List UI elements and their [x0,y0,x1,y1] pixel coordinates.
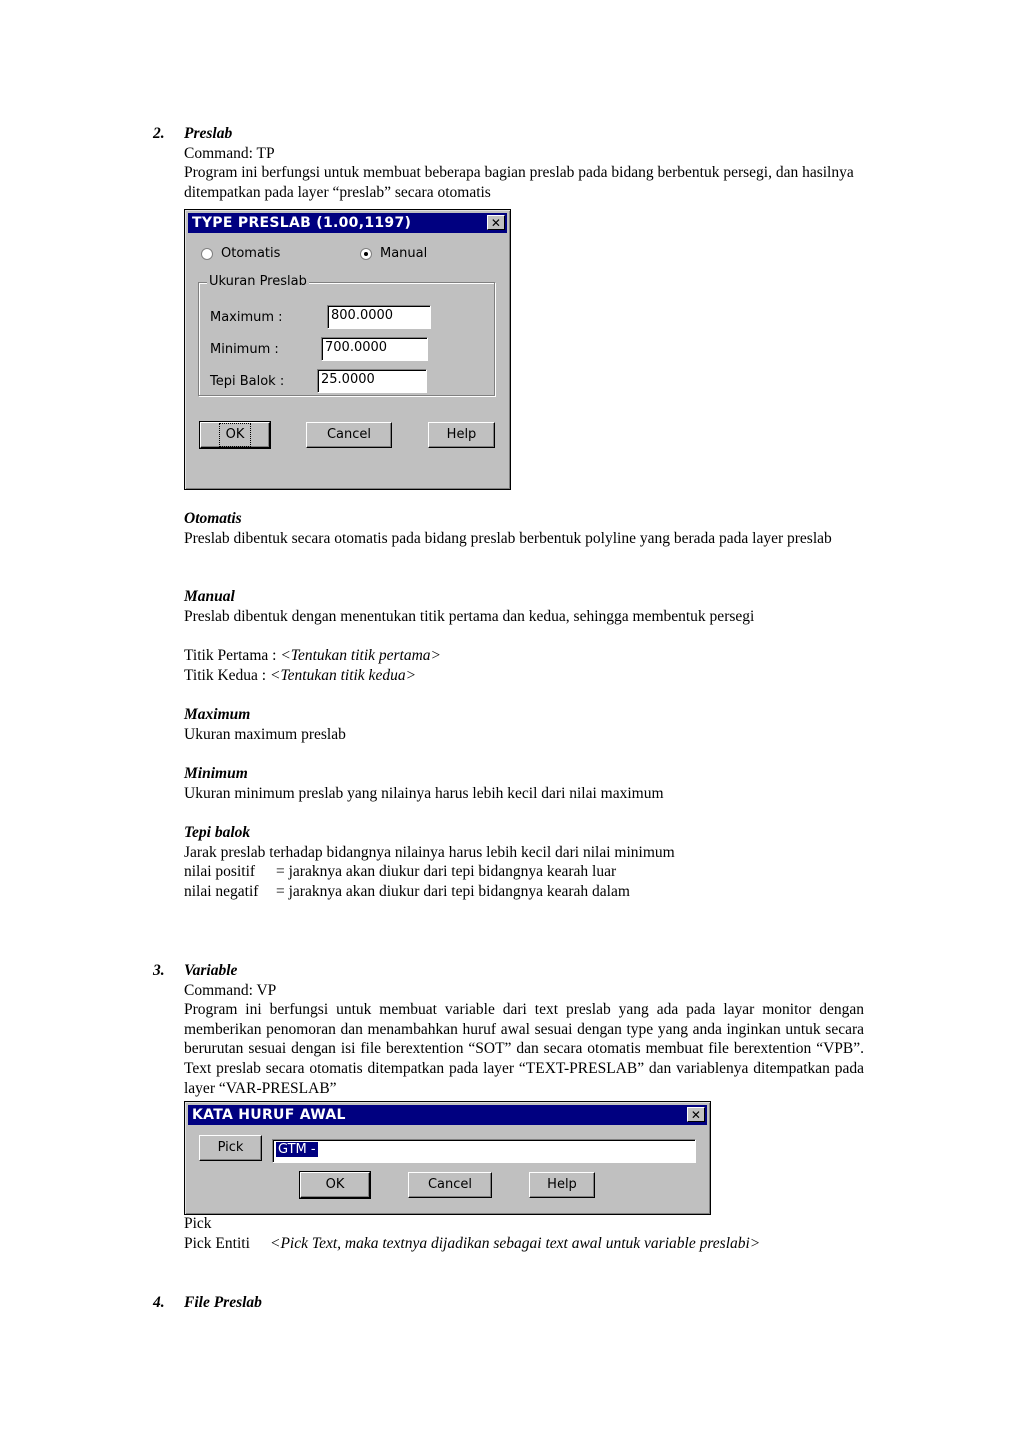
pick-entiti-prompt: <Pick Text, maka textnya dijadikan sebagai text awal untuk variable preslabi> [270,1234,761,1252]
manual-text: Preslab dibentuk dengan menentukan titik pertama dan kedua, sehingga membentuk persegi [184,607,755,625]
huruf-awal-value: GTM - [278,1142,316,1157]
dialog-titlebar [188,213,507,233]
minimum-text: Ukuran minimum preslab yang nilainya harus lebih kecil dari nilai maximum [184,784,664,802]
maximum-text: Ukuran maximum preslab [184,725,346,743]
section-4-body [184,1293,864,1313]
negatif-text: = jaraknya akan diukur dari tepi bidangnya kearah dalam [276,882,630,900]
titik-kedua-label: Titik Kedua : [184,666,270,684]
cancel-button[interactable]: Cancel [306,422,392,448]
negatif-label: nilai negatif [184,882,259,900]
section-3-body [184,961,864,1098]
dialog-titlebar [188,1105,707,1125]
radio-manual[interactable] [360,248,372,260]
section-4-number: 4. [153,1294,165,1311]
ok-button[interactable] [200,422,270,448]
section-2-number: 2. [153,125,165,142]
pick-label: Pick [184,1215,212,1232]
titik-pertama-prompt: <Tentukan titik pertama> [280,647,442,664]
dialog-title: TYPE PRESLAB (1.00,1197) [192,215,412,231]
section-3-number: 3. [153,962,165,979]
section-4-title: File Preslab [184,1294,262,1311]
minimum-input[interactable]: 700.0000 [321,337,428,361]
section-3-description: Program ini berfungsi untuk membuat variable dari text preslab yang ada pada layar monitor dengan memberikan penomoran dan menambahkan huruf awal sesuai dengan type yang anda inginkan untuk secara berurutan sesuai dengan isi file berextention “SOT” dan secara otomatis membuat file berextention “VPB”. Text preslab secara otomatis ditempatkan pada layer “TEXT-PRESLAB” dan variablenya ditempatkan pada layer “VAR-PRESLAB” [184,1001,864,1097]
section-2-body [184,124,864,202]
maximum-label: Maximum : [210,310,283,325]
tepi-text: Jarak preslab terhadap bidangnya nilainya harus lebih kecil dari nilai minimum [184,843,675,861]
tepi-balok-label: Tepi Balok : [210,374,285,389]
section-3-title: Variable [184,962,238,979]
radio-otomatis[interactable] [201,248,213,260]
close-icon[interactable]: ✕ [687,1107,705,1122]
dialog-title: KATA HURUF AWAL [192,1107,346,1123]
positif-label: nilai positif [184,863,256,881]
section-2-command: Command: TP [184,144,275,162]
otomatis-text: Preslab dibentuk secara otomatis pada bidang preslab berbentuk polyline yang berada pada layer preslab [184,529,832,547]
huruf-awal-input[interactable] [272,1139,696,1163]
manual-title: Manual [184,588,235,605]
maximum-block [184,705,864,744]
minimum-label: Minimum : [210,342,279,357]
ok-button-label: OK [219,423,252,447]
pick-entiti-label: Pick Entiti [184,1234,250,1252]
maximum-input[interactable]: 800.0000 [327,305,431,329]
help-button[interactable]: Help [529,1172,595,1198]
positif-text: = jaraknya akan diukur dari tepi bidangnya kearah luar [276,863,617,881]
kata-huruf-awal-dialog [184,1101,711,1215]
section-2-description: Program ini berfungsi untuk membuat beberapa bagian preslab pada bidang berbentuk persegi, dan hasilnya ditempatkan pada layer “preslab” secara otomatis [184,164,854,201]
otomatis-block [184,509,864,548]
type-preslab-dialog [184,209,511,490]
cancel-button[interactable]: Cancel [408,1172,492,1198]
otomatis-title: Otomatis [184,510,242,527]
section-2-title: Preslab [184,125,233,142]
titik-kedua-prompt: <Tentukan titik kedua> [269,666,417,684]
group-label: Ukuran Preslab [209,274,307,289]
titik-pertama-label: Titik Pertama : [184,647,281,664]
minimum-title: Minimum [184,765,248,782]
pick-button[interactable]: Pick [199,1135,262,1161]
tepi-balok-input[interactable]: 25.0000 [317,369,427,393]
maximum-title: Maximum [184,706,251,723]
tepi-block [184,823,864,901]
section-3-command: Command: VP [184,981,277,999]
tepi-title: Tepi balok [184,824,251,841]
minimum-block [184,764,864,803]
help-button[interactable]: Help [428,422,495,448]
radio-otomatis-label[interactable]: Otomatis [221,246,281,261]
ok-button[interactable]: OK [300,1172,370,1198]
manual-block [184,587,864,626]
close-icon[interactable]: ✕ [487,215,505,230]
pick-block [184,1214,864,1253]
radio-manual-label[interactable]: Manual [380,246,428,261]
titik-block [184,646,864,685]
